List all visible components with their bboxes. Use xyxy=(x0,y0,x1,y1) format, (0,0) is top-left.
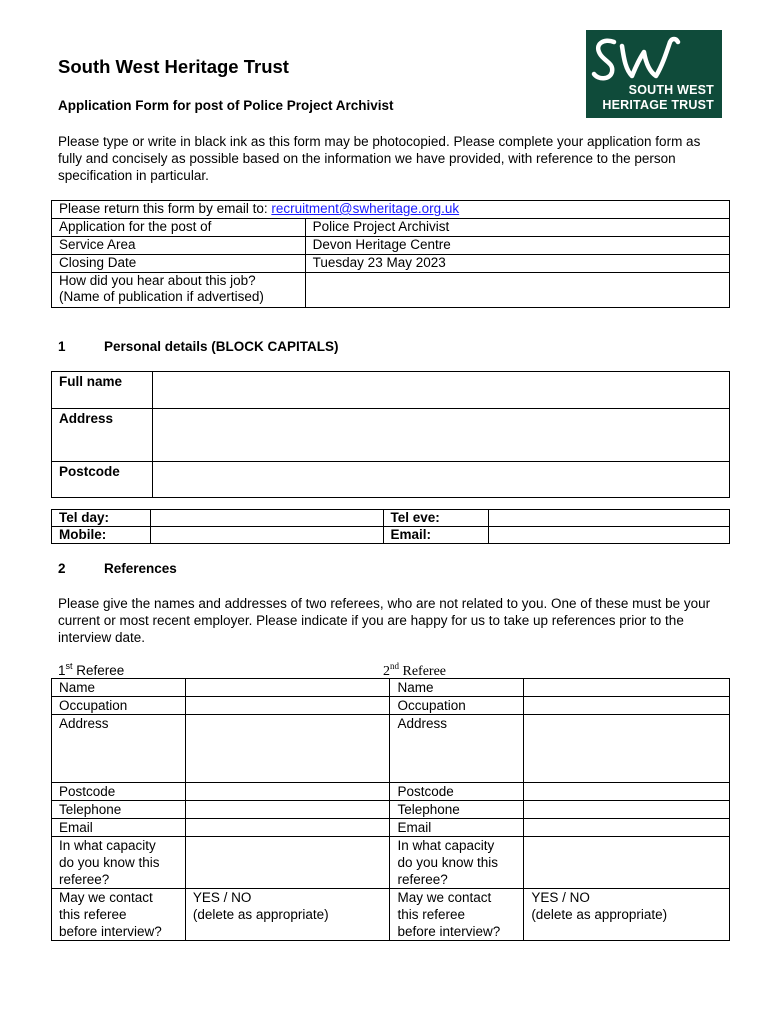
ref1-occupation-field[interactable] xyxy=(185,697,390,715)
tel-day-field[interactable] xyxy=(150,510,383,527)
ref2-occupation-label: Occupation xyxy=(390,697,524,715)
job-info-value: Tuesday 23 May 2023 xyxy=(305,255,729,273)
ref2-telephone-label: Telephone xyxy=(390,801,524,819)
contact-table xyxy=(51,509,730,544)
table-row xyxy=(52,510,730,527)
tel-eve-label: Tel eve: xyxy=(383,510,489,527)
referee-1-suffix: st xyxy=(65,661,73,671)
ref2-email-label: Email xyxy=(390,819,524,837)
ref1-address-field[interactable] xyxy=(185,715,390,783)
table-row xyxy=(52,409,730,462)
contact-line: this referee xyxy=(397,907,466,922)
ref1-name-label: Name xyxy=(52,679,186,697)
delete-note: (delete as appropriate) xyxy=(192,907,329,922)
capacity-line: do you know this xyxy=(59,855,160,870)
ref2-telephone-field[interactable] xyxy=(524,801,730,819)
ref2-name-label: Name xyxy=(390,679,524,697)
logo-line-1: SOUTH WEST xyxy=(628,83,714,97)
postcode-field[interactable] xyxy=(152,462,729,498)
form-subtitle: Application Form for post of Police Project Archivist xyxy=(58,98,394,113)
section-title: Personal details (BLOCK CAPITALS) xyxy=(104,339,339,354)
ref2-postcode-label: Postcode xyxy=(390,783,524,801)
trust-logo xyxy=(586,30,722,118)
yes-no-option[interactable]: YES / NO xyxy=(192,890,252,905)
how-heard-line-1: How did you hear about this job? xyxy=(59,273,256,288)
table-row xyxy=(52,889,730,941)
ref2-occupation-field[interactable] xyxy=(524,697,730,715)
contact-line: this referee xyxy=(59,907,127,922)
referee-1-number: 1 xyxy=(58,663,66,678)
postcode-label: Postcode xyxy=(52,462,153,498)
capacity-line: do you know this xyxy=(397,855,499,870)
ref2-address-label: Address xyxy=(390,715,524,783)
return-row xyxy=(52,201,730,219)
ref2-address-field[interactable] xyxy=(524,715,730,783)
intro-paragraph: Please type or write in black ink as this form may be photocopied. Please complete your application form as fully and concisely as possible based on the information we have provided, with reference to the person specification in particular. xyxy=(58,134,701,183)
references-table xyxy=(51,678,730,941)
logo-line-2: HERITAGE TRUST xyxy=(602,98,714,112)
ref2-contact-choice[interactable] xyxy=(524,889,730,941)
table-row xyxy=(52,273,730,308)
table-row xyxy=(52,462,730,498)
ref1-telephone-label: Telephone xyxy=(52,801,186,819)
capacity-line: In what capacity xyxy=(59,838,156,853)
table-row xyxy=(52,819,730,837)
referee-2-number: 2 xyxy=(383,664,390,679)
table-row xyxy=(52,237,730,255)
job-info-label: Application for the post of xyxy=(52,219,306,237)
return-instruction xyxy=(52,201,730,219)
table-row xyxy=(52,679,730,697)
ref1-postcode-field[interactable] xyxy=(185,783,390,801)
section-number: 2 xyxy=(58,561,66,576)
ref1-name-field[interactable] xyxy=(185,679,390,697)
ref1-email-field[interactable] xyxy=(185,819,390,837)
ref2-name-field[interactable] xyxy=(524,679,730,697)
ref1-postcode-label: Postcode xyxy=(52,783,186,801)
ref1-contact-label xyxy=(52,889,186,941)
email-field[interactable] xyxy=(489,527,730,544)
capacity-line: referee? xyxy=(397,872,448,887)
job-info-table xyxy=(51,200,730,308)
ref2-capacity-field[interactable] xyxy=(524,837,730,889)
email-label: Email: xyxy=(383,527,489,544)
job-info-label: Closing Date xyxy=(52,255,306,273)
capacity-line: referee? xyxy=(59,872,110,887)
tel-eve-field[interactable] xyxy=(489,510,730,527)
table-row xyxy=(52,837,730,889)
capacity-line: In what capacity xyxy=(397,838,495,853)
ref1-occupation-label: Occupation xyxy=(52,697,186,715)
ref2-contact-label xyxy=(390,889,524,941)
ref1-capacity-field[interactable] xyxy=(185,837,390,889)
ref2-capacity-label xyxy=(390,837,524,889)
mobile-field[interactable] xyxy=(150,527,383,544)
ref2-email-field[interactable] xyxy=(524,819,730,837)
tel-day-label: Tel day: xyxy=(52,510,151,527)
section-title: References xyxy=(104,561,177,576)
contact-line: before interview? xyxy=(59,924,162,939)
ref1-address-label: Address xyxy=(52,715,186,783)
how-heard-line-2: (Name of publication if advertised) xyxy=(59,289,264,304)
table-row xyxy=(52,527,730,544)
job-info-value: Devon Heritage Centre xyxy=(305,237,729,255)
job-info-label: Service Area xyxy=(52,237,306,255)
references-intro: Please give the names and addresses of two referees, who are not related to you. One of these must be your current or most recent employer. Please indicate if you are happy for us to take up references prior to the interview date. xyxy=(58,596,711,645)
recruitment-email-link[interactable]: recruitment@swheritage.org.uk xyxy=(271,201,460,216)
section-number: 1 xyxy=(58,339,66,354)
table-row xyxy=(52,783,730,801)
table-row xyxy=(52,372,730,409)
contact-line: May we contact xyxy=(397,890,492,905)
address-label: Address xyxy=(52,409,153,462)
referee-2-suffix: nd xyxy=(390,661,399,671)
table-row xyxy=(52,801,730,819)
section-2-heading xyxy=(58,561,458,579)
contact-line: May we contact xyxy=(59,890,153,905)
how-heard-label xyxy=(52,273,306,308)
full-name-field[interactable] xyxy=(152,372,729,409)
how-heard-field[interactable] xyxy=(305,273,729,308)
mobile-label: Mobile: xyxy=(52,527,151,544)
table-row xyxy=(52,255,730,273)
sw-logo-mark-icon xyxy=(586,30,722,90)
personal-details-table xyxy=(51,371,730,498)
yes-no-option[interactable]: YES / NO xyxy=(531,890,590,905)
job-info-value: Police Project Archivist xyxy=(305,219,729,237)
table-row xyxy=(52,715,730,783)
referee-2-word: Referee xyxy=(399,664,447,679)
table-row xyxy=(52,219,730,237)
ref1-capacity-label xyxy=(52,837,186,889)
delete-note: (delete as appropriate) xyxy=(531,907,668,922)
ref1-email-label: Email xyxy=(52,819,186,837)
address-field[interactable] xyxy=(152,409,729,462)
contact-line: before interview? xyxy=(397,924,501,939)
ref2-postcode-field[interactable] xyxy=(524,783,730,801)
ref1-contact-choice[interactable] xyxy=(185,889,390,941)
referee-1-heading xyxy=(58,661,124,678)
full-name-label: Full name xyxy=(52,372,153,409)
referee-1-word: Referee xyxy=(72,663,125,678)
table-row xyxy=(52,697,730,715)
return-text: Please return this form by email to: xyxy=(59,201,272,216)
ref1-telephone-field[interactable] xyxy=(185,801,390,819)
section-1-heading xyxy=(58,339,458,357)
page-title: South West Heritage Trust xyxy=(58,56,289,77)
